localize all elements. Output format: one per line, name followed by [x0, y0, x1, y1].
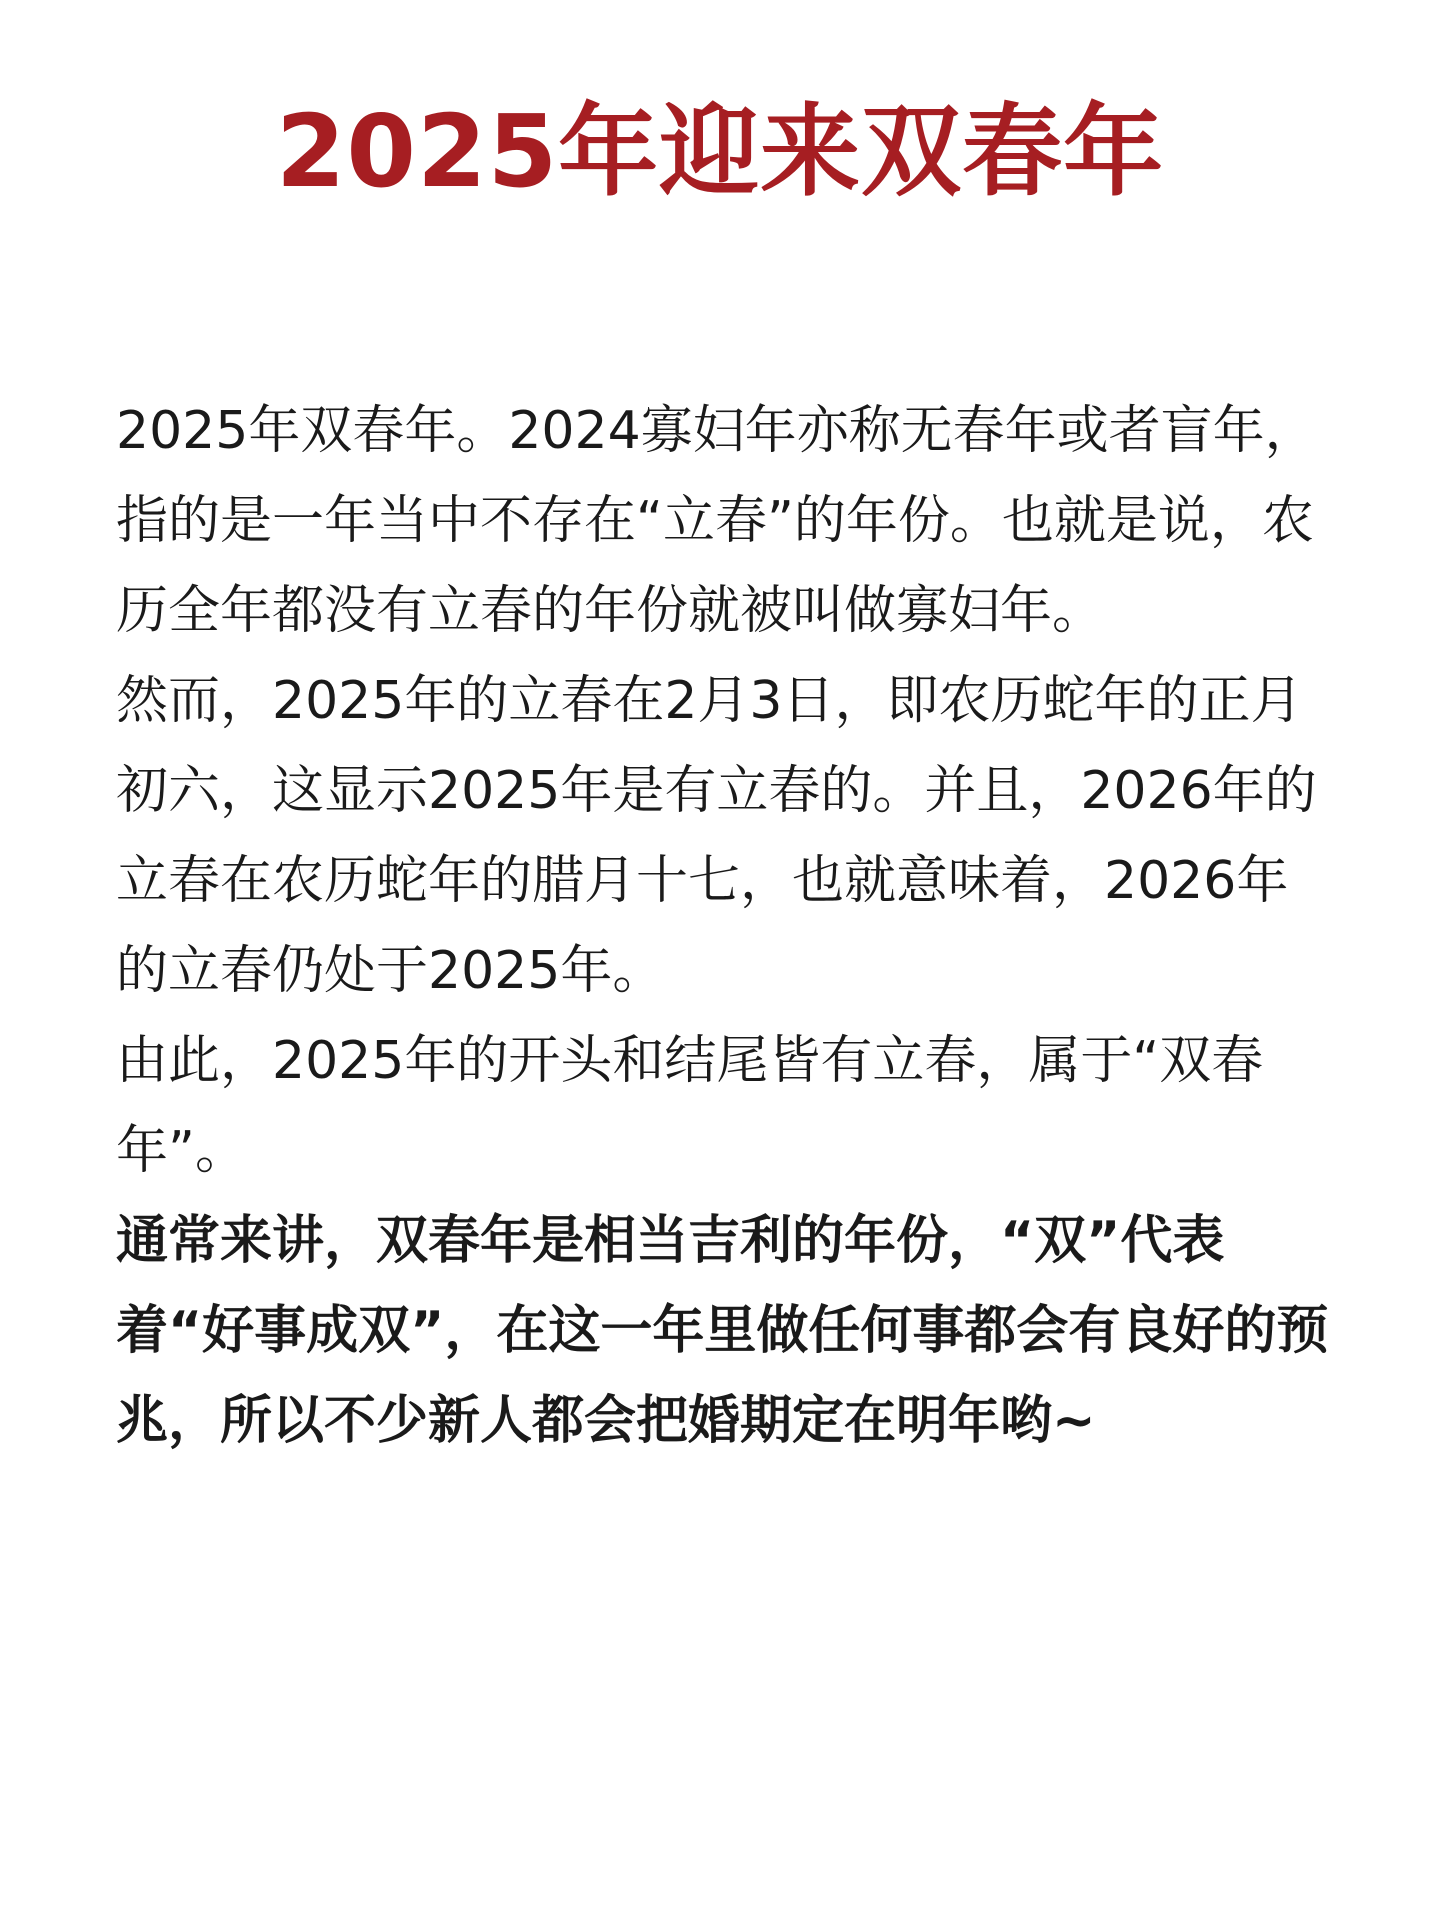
paragraph-auspicious: 通常来讲，双春年是相当吉利的年份，“双”代表着“好事成双”，在这一年里做任何事都会有良好的预兆，所以不少新人都会把婚期定在明年哟~	[116, 1211, 1329, 1451]
paragraph-lichun-dates: 然而，2025年的立春在2月3日，即农历蛇年的正月初六，这显示2025年是有立春的。并且，2026年的立春在农历蛇年的腊月十七，也就意味着，2026年的立春仍处于2025年。	[116, 671, 1317, 1001]
page-title: 2025年迎来双春年	[275, 93, 1165, 210]
article-body	[116, 386, 1336, 1466]
paragraph-definition: 2025年双春年。2024寡妇年亦称无春年或者盲年，指的是一年当中不存在“立春”的年份。也就是说，农历全年都没有立春的年份就被叫做寡妇年。	[116, 401, 1317, 641]
paragraph-conclusion: 由此，2025年的开头和结尾皆有立春，属于“双春年”。	[116, 1031, 1264, 1181]
